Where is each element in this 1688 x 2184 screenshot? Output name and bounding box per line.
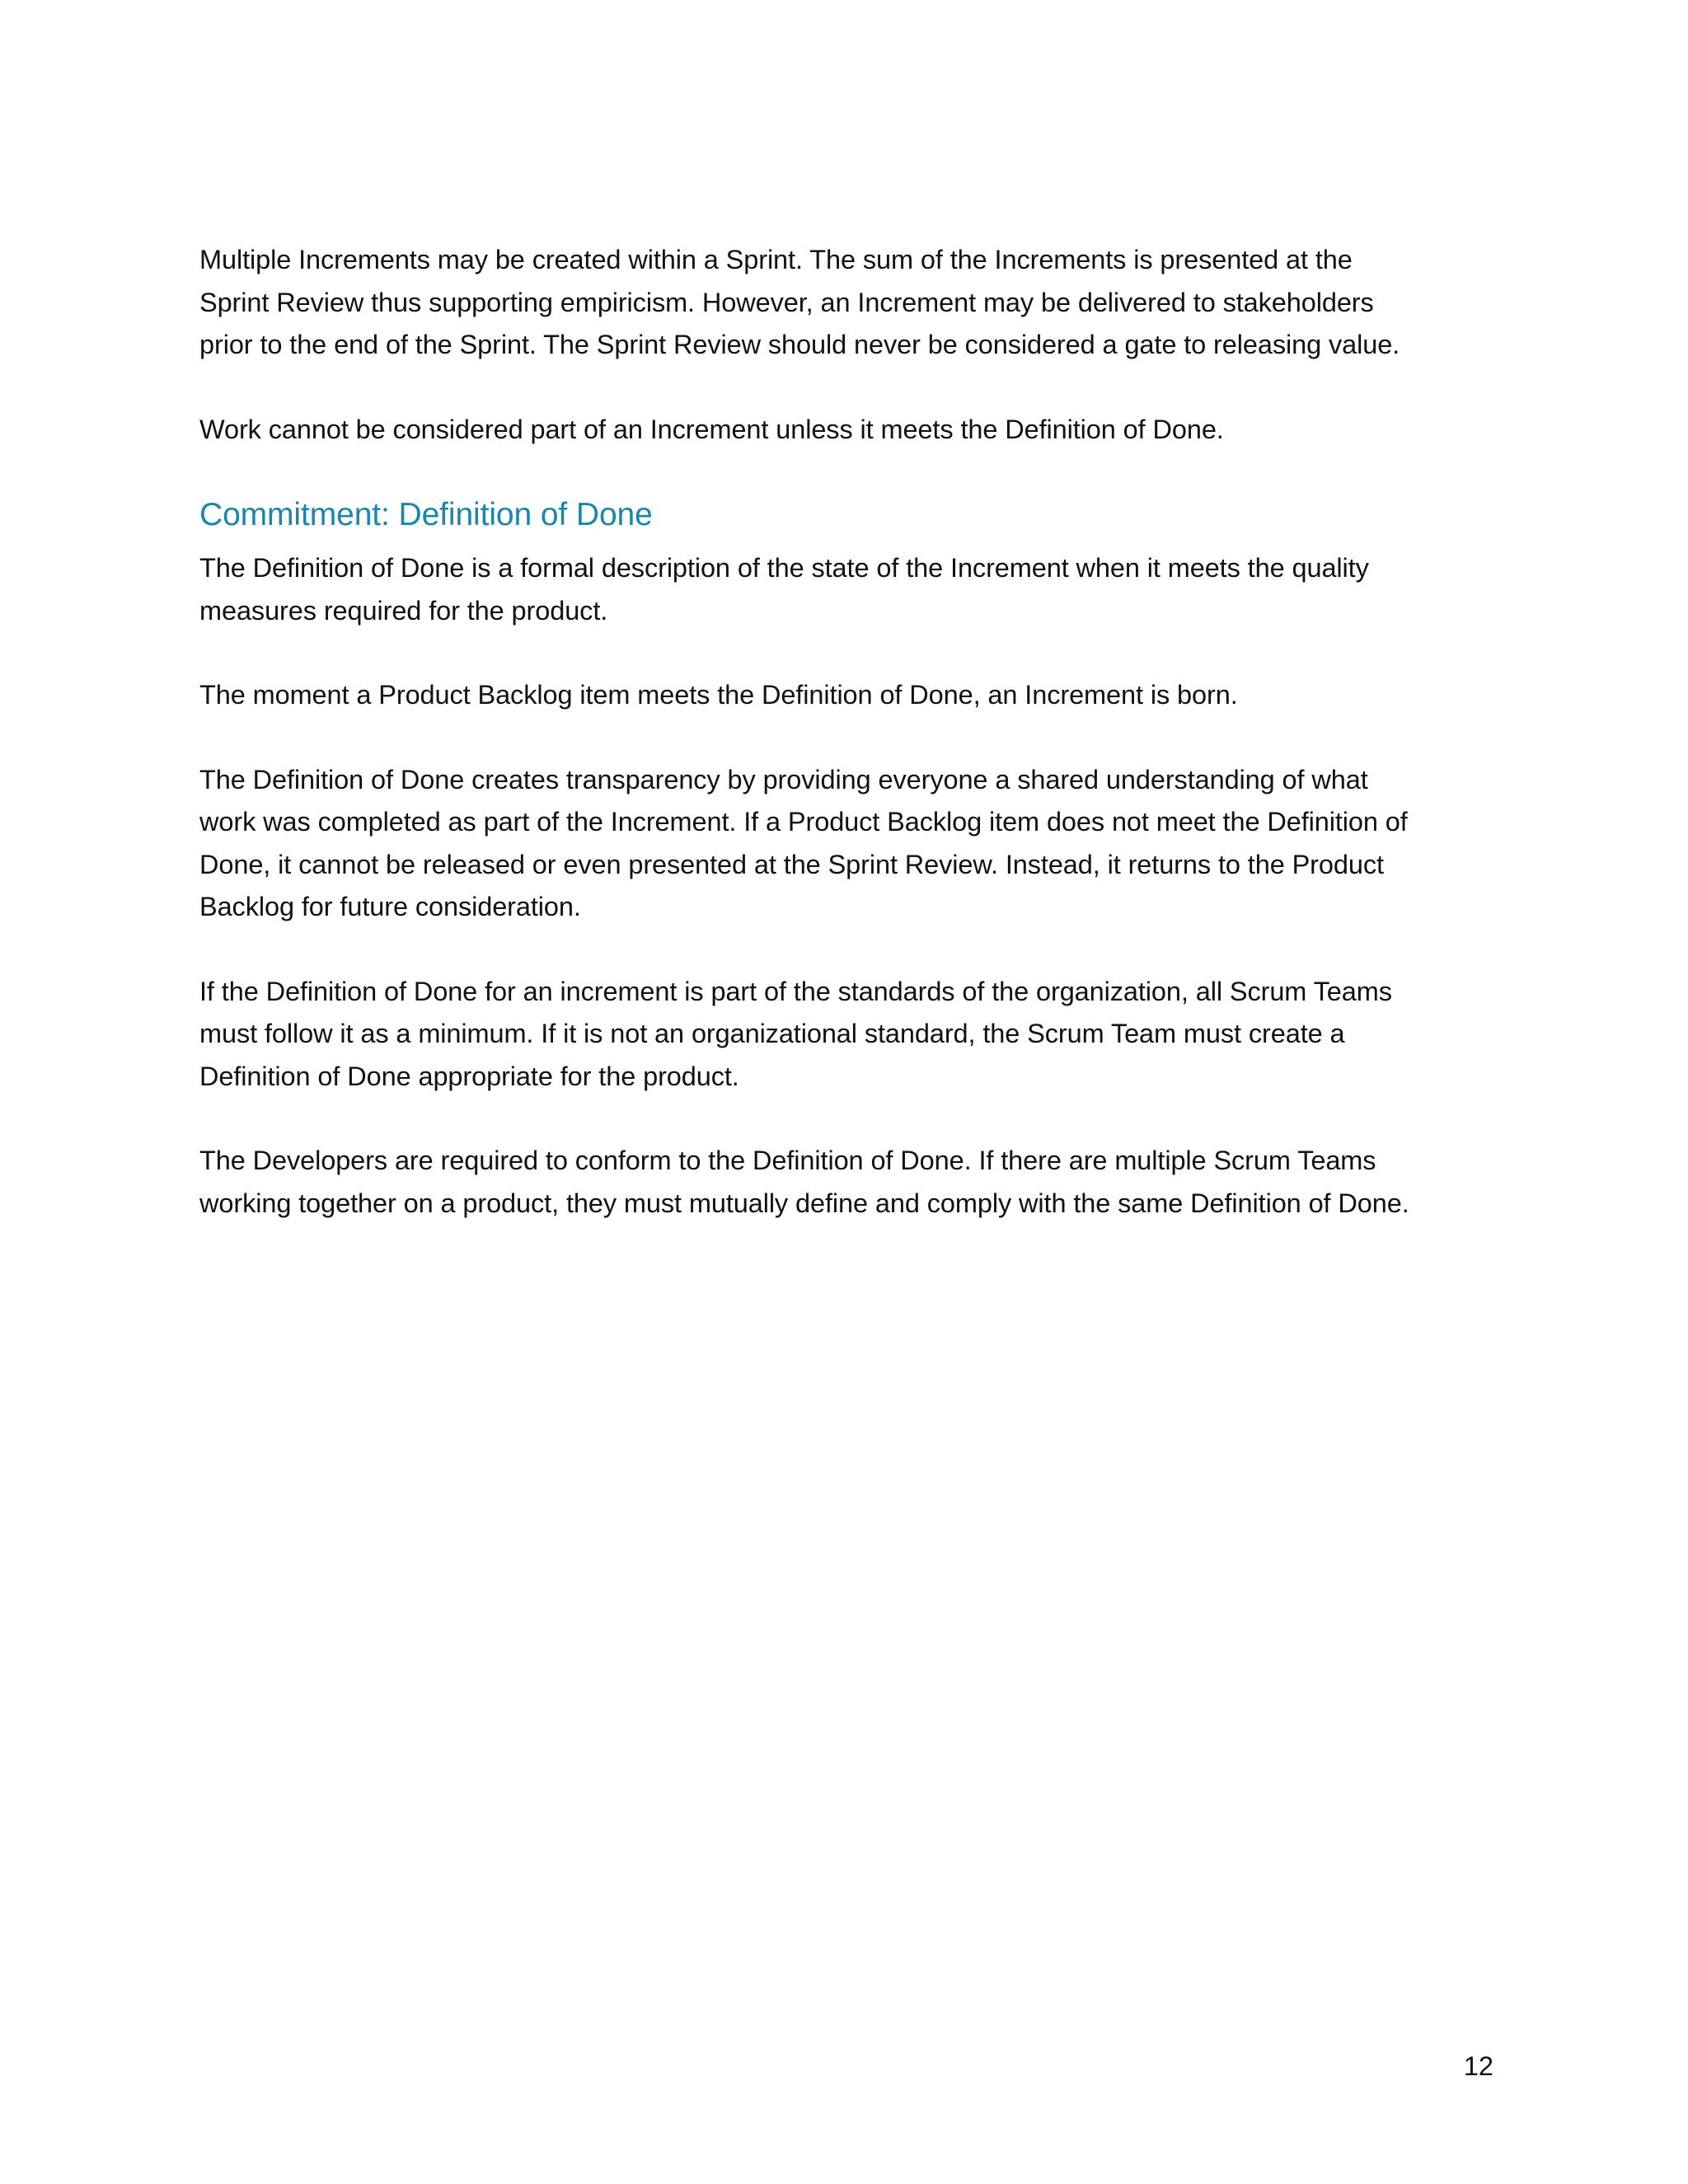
text-line: work was completed as part of the Increment. If a Product Backlog item does not meet the Definition of <box>199 807 1408 837</box>
paragraph-increment-born <box>199 674 1510 717</box>
text-line: Multiple Increments may be created within a Sprint. The sum of the Increments is presented at the <box>199 245 1353 274</box>
text-line: If the Definition of Done for an increment is part of the standards of the organization, all Scrum Teams <box>199 976 1392 1006</box>
text-line: The Definition of Done creates transparency by providing everyone a shared understanding of what <box>199 764 1368 794</box>
text-line: Work cannot be considered part of an Increment unless it meets the Definition of Done. <box>199 414 1224 444</box>
text-line: working together on a product, they must mutually define and comply with the same Definition of Done. <box>199 1188 1409 1218</box>
text-line: The Definition of Done is a formal description of the state of the Increment when it meets the quality <box>199 553 1369 583</box>
paragraph-developers-conform <box>199 1140 1510 1225</box>
paragraph-work-not-increment <box>199 409 1510 452</box>
text-line: Done, it cannot be released or even presented at the Sprint Review. Instead, it returns to the Product <box>199 849 1384 879</box>
paragraph-organization-standards <box>199 971 1510 1099</box>
page-number: 12 <box>1463 2051 1493 2081</box>
text-line: Definition of Done appropriate for the product. <box>199 1061 739 1091</box>
page-content <box>199 239 1510 1225</box>
paragraph-transparency <box>199 759 1510 929</box>
text-line: must follow it as a minimum. If it is not an organizational standard, the Scrum Team must create a <box>199 1019 1345 1048</box>
text-line: Sprint Review thus supporting empiricism. However, an Increment may be delivered to stakeholders <box>199 287 1374 317</box>
text-line: prior to the end of the Sprint. The Sprint Review should never be considered a gate to releasing value. <box>199 330 1400 359</box>
text-line: Backlog for future consideration. <box>199 892 581 921</box>
paragraph-dod-description <box>199 547 1510 632</box>
text-line: The Developers are required to conform to the Definition of Done. If there are multiple Scrum Teams <box>199 1146 1376 1175</box>
text-line: measures required for the product. <box>199 595 608 626</box>
section-heading: Commitment: Definition of Done <box>199 497 653 532</box>
text-line: The moment a Product Backlog item meets the Definition of Done, an Increment is born. <box>199 680 1238 710</box>
paragraph-multiple-increments <box>199 239 1510 367</box>
